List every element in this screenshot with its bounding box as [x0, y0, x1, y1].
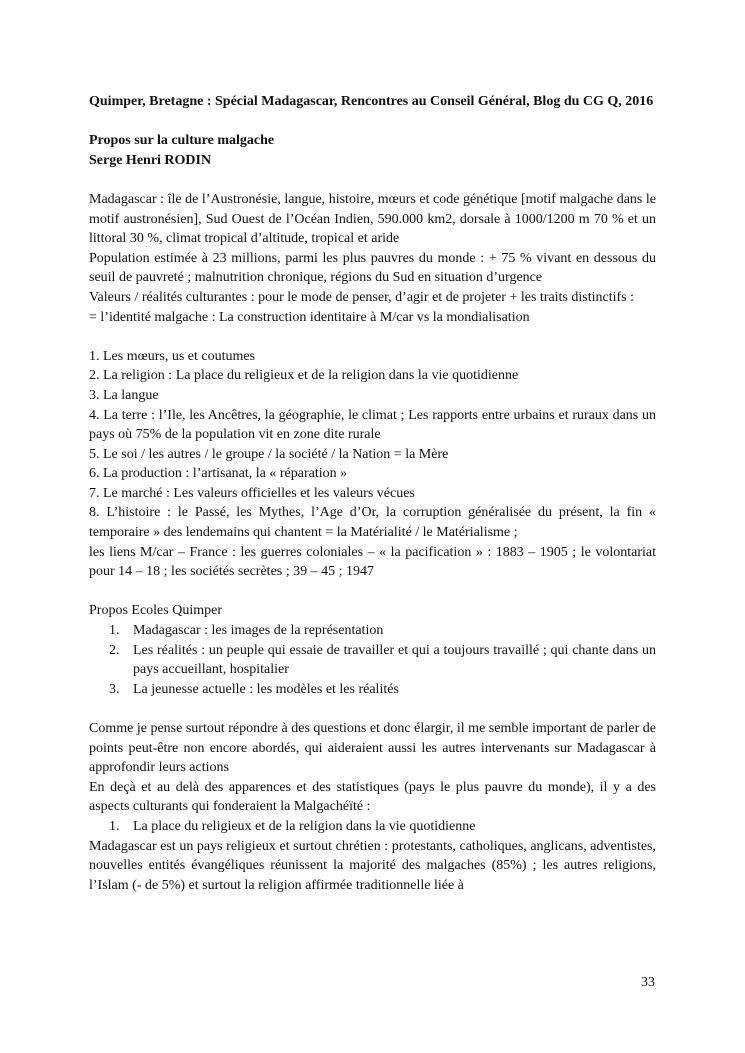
page-content: [89, 92, 656, 895]
list-item: [89, 680, 656, 700]
intro-paragraph: = l’identité malgache : La construction identitaire à M/car vs la mondialisation: [89, 309, 530, 325]
discussion-paragraph: En deçà et au delà des apparences et des statistiques (pays le plus pauvre du monde), il y a des aspects culturants qui fonderaient la Malgachéïté :: [89, 779, 656, 815]
list-item-text: La jeunesse actuelle : les modèles et les réalités: [133, 681, 399, 697]
theme-item: 8. L’histoire : le Passé, les Mythes, l’Age d’Or, la corruption généralisée du présent, la fin « temporaire » des lendemains qui chantent = la Matérialité / le Matérialisme ;: [89, 505, 656, 541]
theme-item: 2. La religion : La place du religieux et de la religion dans la vie quotidienne: [89, 368, 519, 384]
theme-item: 1. Les mœurs, us et coutumes: [89, 348, 256, 364]
discussion-list: [89, 817, 656, 837]
section-subtitle: Propos sur la culture malgache: [89, 133, 275, 149]
theme-item: 4. La terre : l’Ile, les Ancêtres, la géographie, le climat ; Les rapports entre urbains et ruraux dans un pays où 75% de la population vit en zone dite rurale: [89, 407, 656, 443]
list-item: [89, 817, 656, 837]
discussion-paragraph: Madagascar est un pays religieux et surtout chrétien : protestants, catholiques, anglicans, adventistes, nouvelles entités évangéliques réunissent la majorité des malgaches (85%) ; les autres religions, l’Islam (- de 5%) et surtout la religion affirmée traditionnelle liée à: [89, 838, 656, 893]
list-item-number: 1.: [109, 818, 120, 834]
theme-item: 5. Le soi / les autres / le groupe / la société / la Nation = la Mère: [89, 446, 449, 462]
list-item: [89, 621, 656, 641]
list-item-text: Les réalités : un peuple qui essaie de travailler et qui a toujours travaillé ; qui chante dans un pays accueillant, hospitalier: [133, 642, 656, 678]
list-item-number: 3.: [109, 681, 120, 697]
page-number: 33: [641, 975, 655, 990]
theme-item: 3. La langue: [89, 387, 159, 403]
list-item-number: 2.: [109, 642, 120, 658]
list-item-number: 1.: [109, 623, 120, 639]
document-title: Quimper, Bretagne : Spécial Madagascar, Rencontres au Conseil Général, Blog du CG Q, 2016: [89, 94, 654, 109]
intro-paragraph: Madagascar : île de l’Austronésie, langue, histoire, mœurs et code génétique [motif malgache dans le motif austronésien], Sud Ouest de l’Océan Indien, 590.000 km2, dorsale à 1000/1200 m 70 % et un littoral 30 %, climat tropical d’altitude, tropical et aride: [89, 191, 656, 247]
theme-item: les liens M/car – France : les guerres coloniales – « la pacification » : 1883 – 1905 ; le volontariat pour 14 – 18 ; les sociétés secrètes ; 39 – 45 ; 1947: [89, 544, 656, 580]
ecoles-heading: Propos Ecoles Quimper: [89, 603, 222, 619]
intro-paragraph: Population estimée à 23 millions, parmi les plus pauvres du monde : + 75 % vivant en dessous du seuil de pauvreté ; malnutrition chronique, régions du Sud en situation d’urgence: [89, 250, 656, 286]
theme-item: 7. Le marché : Les valeurs officielles et les valeurs vécues: [89, 485, 415, 501]
list-item-text: La place du religieux et de la religion dans la vie quotidienne: [133, 818, 476, 834]
ecoles-list: [89, 621, 656, 699]
discussion-paragraph: Comme je pense surtout répondre à des questions et donc élargir, il me semble important de parler de points peut-être non encore abordés, qui aideraient aussi les autres intervenants sur Madagascar à approfondir leurs actions: [89, 721, 656, 776]
intro-paragraph: Valeurs / réalités culturantes : pour le mode de penser, d’agir et de projeter + les traits distinctifs :: [89, 289, 634, 305]
list-item: [89, 641, 656, 680]
list-item-text: Madagascar : les images de la représentation: [133, 623, 384, 639]
theme-item: 6. La production : l’artisanat, la « réparation »: [89, 466, 348, 482]
author-name: Serge Henri RODIN: [89, 152, 212, 168]
